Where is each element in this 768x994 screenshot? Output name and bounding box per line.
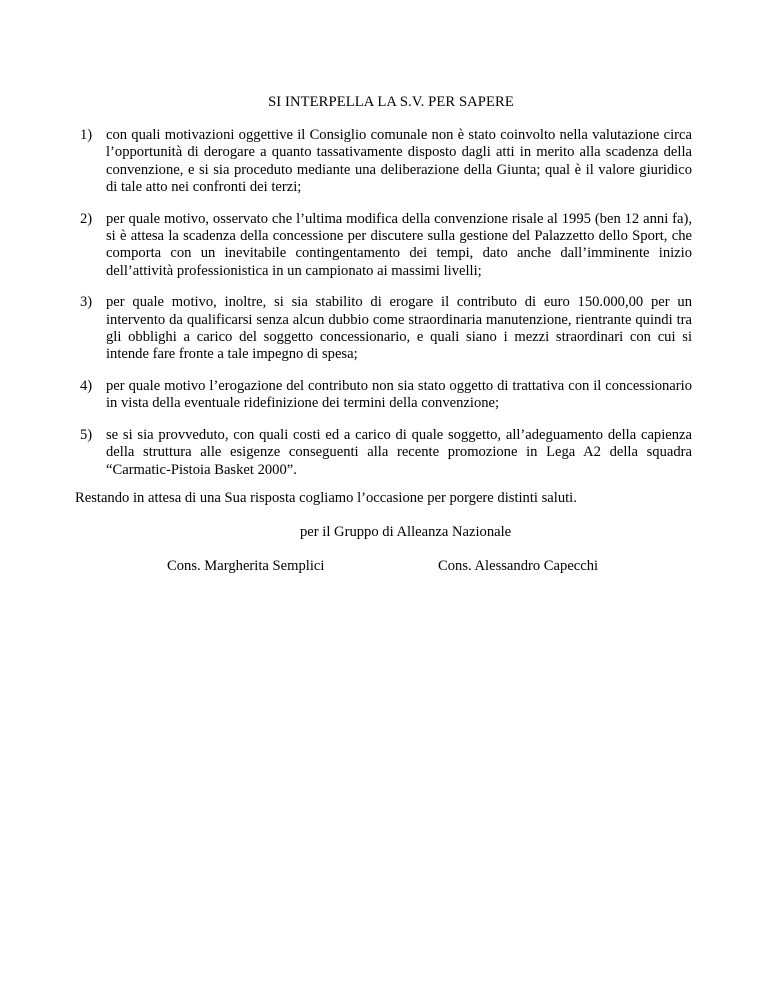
item-text: con quali motivazioni oggettive il Consiglio comunale non è stato coinvolto nella valutazione circa l’opportunità di derogare a quanto tassativamente disposto dagli atti in merito alla scadenza della convenzione, e si sia proceduto mediante una deliberazione della Giunta; qual è il valore giuridico di tale atto nei confronti dei terzi; bbox=[106, 127, 692, 196]
item-number: 1) bbox=[80, 127, 93, 143]
signer-right: Cons. Alessandro Capecchi bbox=[438, 558, 599, 574]
item-text: per quale motivo l’erogazione del contributo non sia stato oggetto di trattativa con il concessionario in vista della eventuale ridefinizione dei termini della convenzione; bbox=[106, 377, 692, 412]
signer-left: Cons. Margherita Semplici bbox=[167, 558, 325, 574]
item-number: 4) bbox=[80, 377, 93, 394]
item-text: per quale motivo, inoltre, si sia stabilito di erogare il contributo di euro 150.000,00 per un intervento da qualificarsi senza alcun dubbio come straordinaria manutenzione, rientrante quindi tra gli obblighi a carico del soggetto concessionario, e quali siano i mezzi straordinari con cui si intende fare fronte a tale impegno di spesa; bbox=[106, 294, 692, 363]
list-item bbox=[80, 294, 692, 364]
list-item bbox=[80, 211, 692, 281]
list-item bbox=[80, 127, 692, 197]
heading-text: SI INTERPELLA LA S.V. PER SAPERE bbox=[268, 94, 514, 110]
item-number: 2) bbox=[80, 210, 93, 227]
group-line: per il Gruppo di Alleanza Nazionale bbox=[300, 524, 512, 540]
document-heading bbox=[0, 93, 768, 111]
question-list bbox=[80, 127, 692, 493]
list-item bbox=[80, 378, 692, 413]
item-number: 5) bbox=[80, 426, 93, 443]
item-text: per quale motivo, osservato che l’ultima modifica della convenzione risale al 1995 (ben 12 anni fa), si è attesa la scadenza della concessione per discutere sulla gestione del Palazzetto dello Sport, che comporta con un inevitabile contingentamento dei tempi, dato anche dall’imminente inizio dell’attività professionistica in un campionato ai massimi livelli; bbox=[106, 210, 692, 279]
closing-paragraph: Restando in attesa di una Sua risposta cogliamo l’occasione per porgere distinti saluti. bbox=[75, 490, 577, 506]
item-text: se si sia provveduto, con quali costi ed a carico di quale soggetto, all’adeguamento della capienza della struttura alle esigenze conseguenti alla recente promozione in Lega A2 della squadra “Carmatic-Pistoia Basket 2000”. bbox=[106, 426, 692, 478]
item-number: 3) bbox=[80, 294, 93, 311]
list-item bbox=[80, 427, 692, 479]
